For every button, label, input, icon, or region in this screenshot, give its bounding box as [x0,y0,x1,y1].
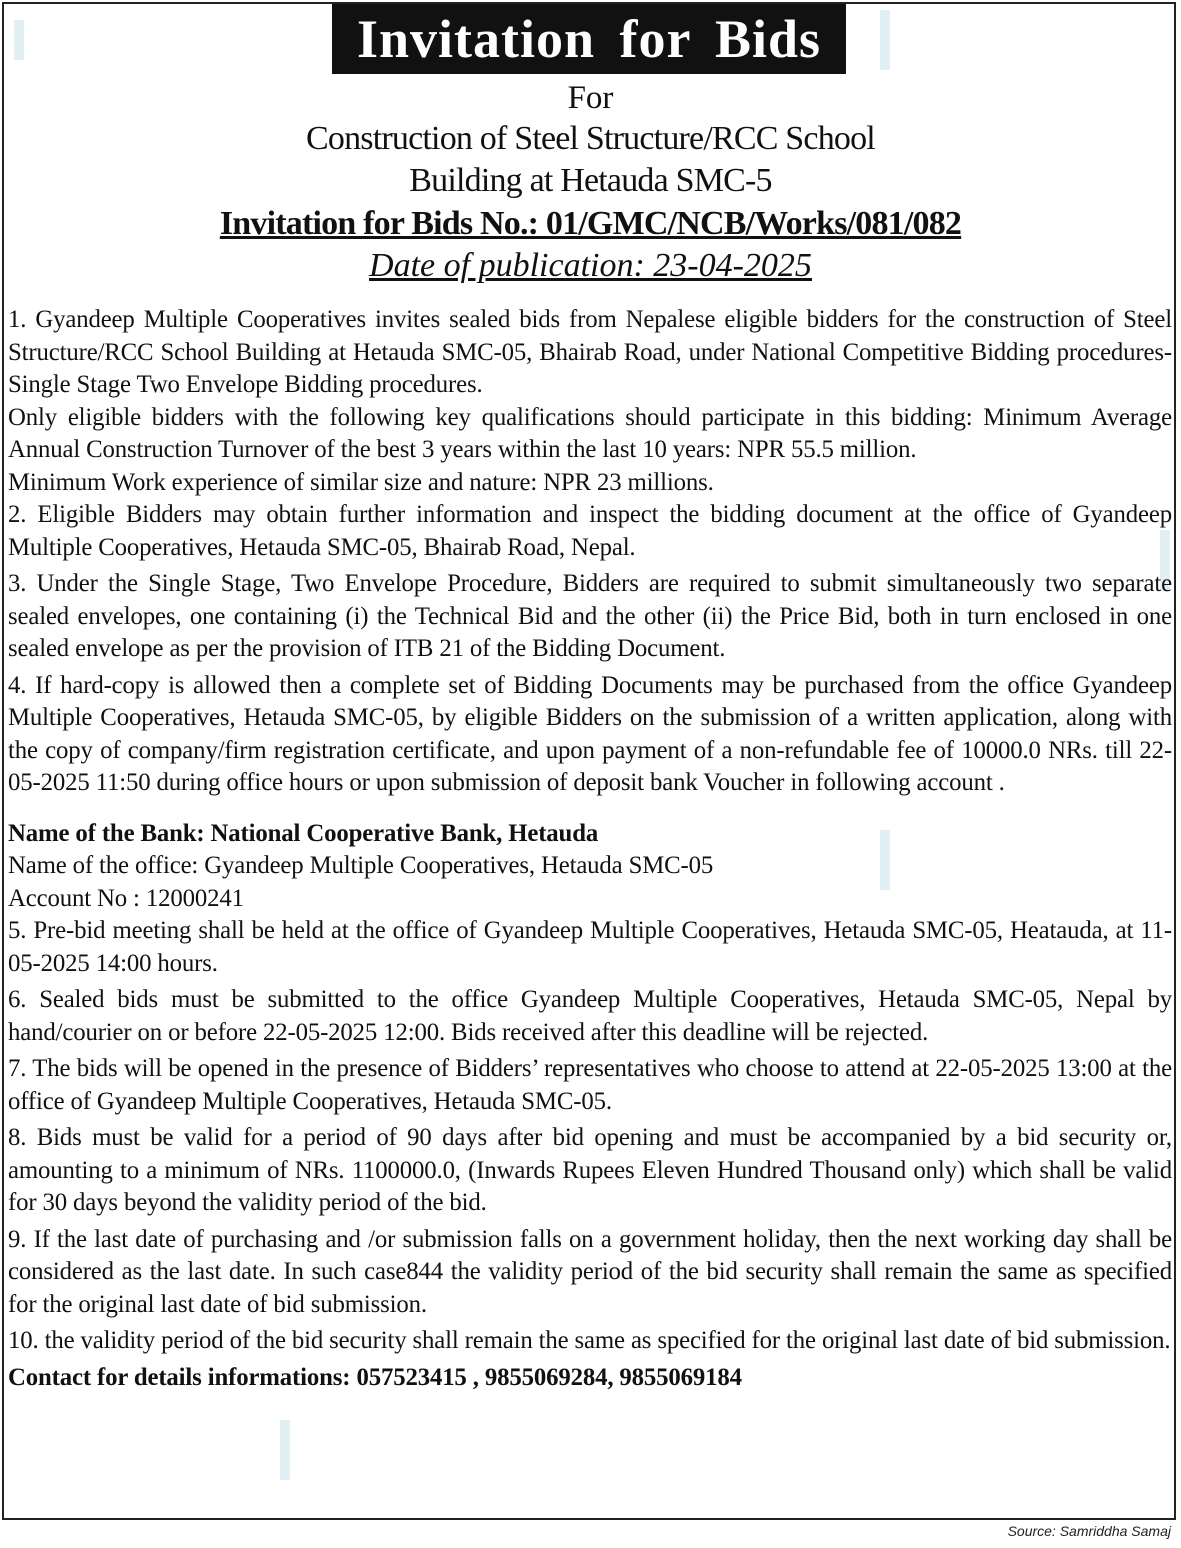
notice-body [8,304,1172,1394]
subject-title [0,118,1181,202]
watermark-arrow-icon [14,20,24,60]
subject-line-1: Construction of Steel Structure/RCC School [306,120,875,157]
paragraph-1-experience: Minimum Work experience of similar size and nature: NPR 23 millions. [8,468,714,496]
paragraph-4: 4. If hard-copy is allowed then a complete set of Bidding Documents may be purchased from the office Gyandeep Multiple Cooperatives, Hetauda SMC-05, by eligible Bidders on the submission of a written application, along with the copy of company/firm registration certificate, and upon payment of a non-refundable fee of 10000.0 NRs. till 22-05-2025 11:50 during office hours or upon submission of deposit bank Voucher in following account . [8,671,1172,796]
bank-name: Name of the Bank: National Cooperative Bank, Hetauda [8,819,599,847]
account-number: Account No : 12000241 [8,884,244,912]
paragraph-6: 6. Sealed bids must be submitted to the office Gyandeep Multiple Cooperatives, Hetauda SMC-05, Nepal by hand/courier on or before 22-05-2025 12:00. Bids received after this deadline will be rejected. [8,986,1172,1046]
banner-title: Invitation for Bids [332,4,846,74]
ifb-number: Invitation for Bids No.: 01/GMC/NCB/Works/081/082 [219,205,962,242]
source-credit: Source: Samriddha Samaj [1007,1523,1171,1539]
paragraph-1-qualifications: Only eligible bidders with the following key qualifications should participate in this bidding: Minimum Average Annual Construction Turnover of the best 3 years within the last 10 years: NPR 55.5 million. [8,403,1172,463]
publication-date: Date of publication: 23-04-2025 [369,247,812,284]
paragraph-3: 3. Under the Single Stage, Two Envelope Procedure, Bidders are required to submit simultaneously two separate sealed envelopes, one containing (i) the Technical Bid and the other (ii) the Price Bid, both in turn enclosed in one sealed envelope as per the provision of ITB 21 of the Bidding Document. [8,570,1172,662]
paragraph-10: 10. the validity period of the bid security shall remain the same as specified for the original last date of bid submission. [8,1327,1171,1354]
for-label: For [567,80,614,116]
office-name: Name of the office: Gyandeep Multiple Cooperatives, Hetauda SMC-05 [8,852,714,879]
paragraph-9: 9. If the last date of purchasing and /or submission falls on a government holiday, then the next working day shall be considered as the last date. In such case844 the validity period of the bid security shall remain the same as specified for the original last date of bid submission. [8,1225,1172,1318]
subject-line-2: Building at Hetauda SMC-5 [409,162,772,199]
paragraph-2: 2. Eligible Bidders may obtain further information and inspect the bidding document at the office of Gyandeep Multiple Cooperatives, Hetauda SMC-05, Bhairab Road, Nepal. [8,501,1172,561]
paragraph-5: 5. Pre-bid meeting shall be held at the office of Gyandeep Multiple Cooperatives, Hetauda SMC-05, Heatauda, at 11-05-2025 14:00 hours. [8,917,1172,977]
watermark-arrow-icon [880,10,890,70]
contact-details: Contact for details informations: 057523415 , 9855069284, 9855069184 [8,1363,742,1391]
paragraph-1: 1. Gyandeep Multiple Cooperatives invites sealed bids from Nepalese eligible bidders for the construction of Steel Structure/RCC School Building at Hetauda SMC-05, Bhairab Road, under National Competitive Bidding procedures-Single Stage Two Envelope Bidding procedures. [8,306,1172,398]
watermark-arrow-icon [280,1420,290,1480]
paragraph-7: 7. The bids will be opened in the presence of Bidders’ representatives who choose to attend at 22-05-2025 13:00 at the office of Gyandeep Multiple Cooperatives, Hetauda SMC-05. [8,1055,1172,1115]
paragraph-8: 8. Bids must be valid for a period of 90 days after bid opening and must be accompanied by a bid security or, amounting to a minimum of NRs. 1100000.0, (Inwards Rupees Eleven Hundred Thousand only) which shall be valid for 30 days beyond the validity period of the bid. [8,1124,1172,1216]
